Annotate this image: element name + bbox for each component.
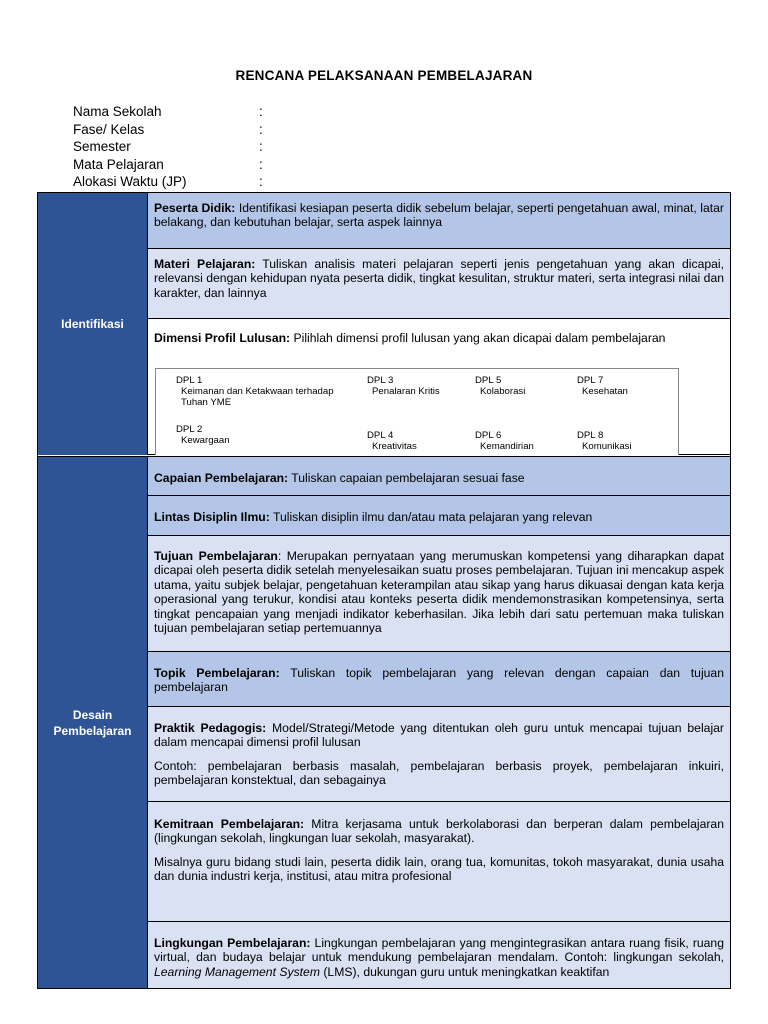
dpl-code: DPL 2 — [176, 424, 203, 435]
row-lintas-disiplin — [147, 496, 730, 536]
info-label: Alokasi Waktu (JP) — [73, 174, 187, 190]
row-text: Identifikasi kesiapan peserta didik sebelum belajar, seperti pengetahuan awal, minat, latar belakang, dan kebutuhan belajar, serta aspek lainnya — [154, 201, 724, 230]
section-desain — [38, 456, 147, 988]
dpl-code: DPL 5 — [475, 375, 502, 386]
dpl-options — [155, 368, 679, 455]
row-text: Tuliskan analisis materi pelajaran seperti jenis pengetahuan yang akan dicapai, relevansi dengan kehidupan nyata peserta didik, tingkat kesulitan, struktur materi, serta integrasi nilai dan karakter, dan lainnya — [154, 257, 724, 300]
info-colon: : — [259, 139, 263, 155]
row-label: Kemitraan Pembelajaran: — [154, 817, 305, 831]
dpl-option-4[interactable] — [367, 430, 417, 452]
row-text: Model/Strategi/Metode yang ditentukan oleh guru untuk mencapai tujuan belajar dalam mencapai dimensi profil lulusan — [154, 721, 724, 750]
dpl-code: DPL 7 — [577, 375, 604, 386]
dpl-option-6[interactable] — [475, 430, 534, 452]
section-identifikasi — [38, 193, 147, 455]
row-praktik — [147, 707, 730, 802]
dpl-code: DPL 4 — [367, 430, 394, 441]
row-kemitraan — [147, 802, 730, 922]
row-italic-text: Learning Management System — [154, 964, 320, 979]
info-colon: : — [259, 121, 263, 137]
info-row-time — [73, 173, 373, 191]
info-row-subject — [73, 156, 373, 174]
row-example: Misalnya guru bidang studi lain, peserta didik lain, orang tua, komunitas, tokoh masyarakat, dunia usaha dan dunia industri kerja, institusi, atau mitra profesional — [154, 854, 724, 884]
row-text: : Merupakan pernyataan yang merumuskan kompetensi yang diharapkan dapat dicapai oleh peserta didik setelah menyelesaikan suatu proses pembelajaran. Tujuan ini mencakup aspek utama, yaitu subjek belajar, pengetahuan keterampilan atau sikap yang harus dikuasai dengan kata kerja operasional yang terukur, kondisi atau konteks peserta didik mendemonstrasikan kompetensinya, serta tingkat pencapaian yang menjadi indikator keberhasilan. Jika lebih dari satu pertemuan maka tuliskan tujuan pembelajaran setiap pertemuannya — [154, 549, 724, 636]
row-label: Praktik Pedagogis: — [154, 721, 267, 735]
row-label: Materi Pelajaran: — [154, 257, 256, 271]
row-text: Tuliskan capaian pembelajaran sesuai fase — [288, 471, 525, 485]
row-label: Peserta Didik: — [154, 201, 236, 215]
dpl-option-2[interactable] — [176, 424, 230, 446]
dpl-desc: Kemandirian — [480, 441, 534, 452]
dpl-desc: Komunikasi — [582, 441, 632, 452]
row-tujuan — [147, 536, 730, 652]
section-label: Pembelajaran — [53, 723, 132, 738]
info-label: Nama Sekolah — [73, 104, 162, 119]
dpl-code: DPL 1 — [176, 375, 203, 386]
dpl-desc: Kolaborasi — [480, 386, 526, 397]
info-label: Mata Pelajaran — [73, 156, 164, 172]
row-label: Capaian Pembelajaran: — [154, 471, 289, 485]
row-text: Mitra kerjasama untuk berkolaborasi dan berperan dalam pembelajaran (lingkungan sekolah, lingkungan luar sekolah, masyarakat). — [154, 817, 724, 846]
dpl-option-7[interactable] — [577, 375, 628, 397]
section-label: Identifikasi — [61, 317, 124, 331]
document-title: RENCANA PELAKSANAAN PEMBELAJARAN — [235, 68, 533, 83]
dpl-desc: Kewargaan — [181, 435, 230, 446]
info-label: Fase/ Kelas — [73, 121, 145, 137]
info-label: Semester — [73, 139, 131, 155]
school-info — [73, 103, 373, 191]
row-topik — [147, 652, 730, 707]
row-text: Tuliskan topik pembelajaran yang relevan dengan capaian dan tujuan pembelajaran — [154, 666, 724, 695]
row-capaian — [147, 456, 730, 496]
dpl-desc: Keimanan dan Ketakwaan terhadap — [181, 386, 334, 397]
dpl-desc: Kreativitas — [372, 441, 417, 452]
dpl-code: DPL 6 — [475, 430, 502, 441]
dpl-option-3[interactable] — [367, 375, 440, 397]
row-text: Tuliskan disiplin ilmu dan/atau mata pelajaran yang relevan — [269, 510, 593, 524]
info-colon: : — [259, 174, 263, 190]
info-row-phase — [73, 121, 373, 139]
row-lingkungan — [147, 922, 730, 988]
row-label: Tujuan Pembelajaran — [154, 549, 278, 563]
row-label: Lingkungan Pembelajaran: — [154, 936, 311, 950]
row-peserta-didik — [147, 193, 730, 249]
dpl-option-5[interactable] — [475, 375, 525, 397]
dpl-desc: Tuhan YME — [181, 397, 232, 408]
row-label: Dimensi Profil Lulusan: — [154, 331, 291, 345]
dpl-code: DPL 8 — [577, 430, 604, 441]
info-colon: : — [259, 156, 263, 172]
info-row-school — [73, 103, 373, 121]
dpl-option-8[interactable] — [577, 430, 632, 452]
row-text: Pilihlah dimensi profil lulusan yang akan dicapai dalam pembelajaran — [290, 331, 666, 345]
section-label: Desain — [72, 707, 113, 722]
dpl-desc: Penalaran Kritis — [372, 386, 440, 397]
row-example: Contoh: pembelajaran berbasis masalah, pembelajaran berbasis proyek, pembelajaran inkuiri, pembelajaran konstektual, dan sebagainya — [154, 758, 724, 788]
row-text: (LMS), dukungan guru untuk meningkatkan keaktifan — [319, 964, 610, 979]
row-label: Lintas Disiplin Ilmu: — [154, 510, 270, 524]
row-text: Lingkungan pembelajaran yang mengintegrasikan antara ruang fisik, ruang virtual, dan budaya belajar untuk mendukung pembelajaran mendalam. Contoh: lingkungan sekolah, — [154, 936, 724, 965]
info-colon: : — [259, 104, 263, 119]
dpl-option-1[interactable] — [176, 375, 334, 408]
row-label: Topik Pembelajaran: — [154, 666, 280, 680]
dpl-desc: Kesehatan — [582, 386, 628, 397]
row-materi-pelajaran — [147, 249, 730, 319]
info-row-semester — [73, 138, 373, 156]
dpl-code: DPL 3 — [367, 375, 394, 386]
